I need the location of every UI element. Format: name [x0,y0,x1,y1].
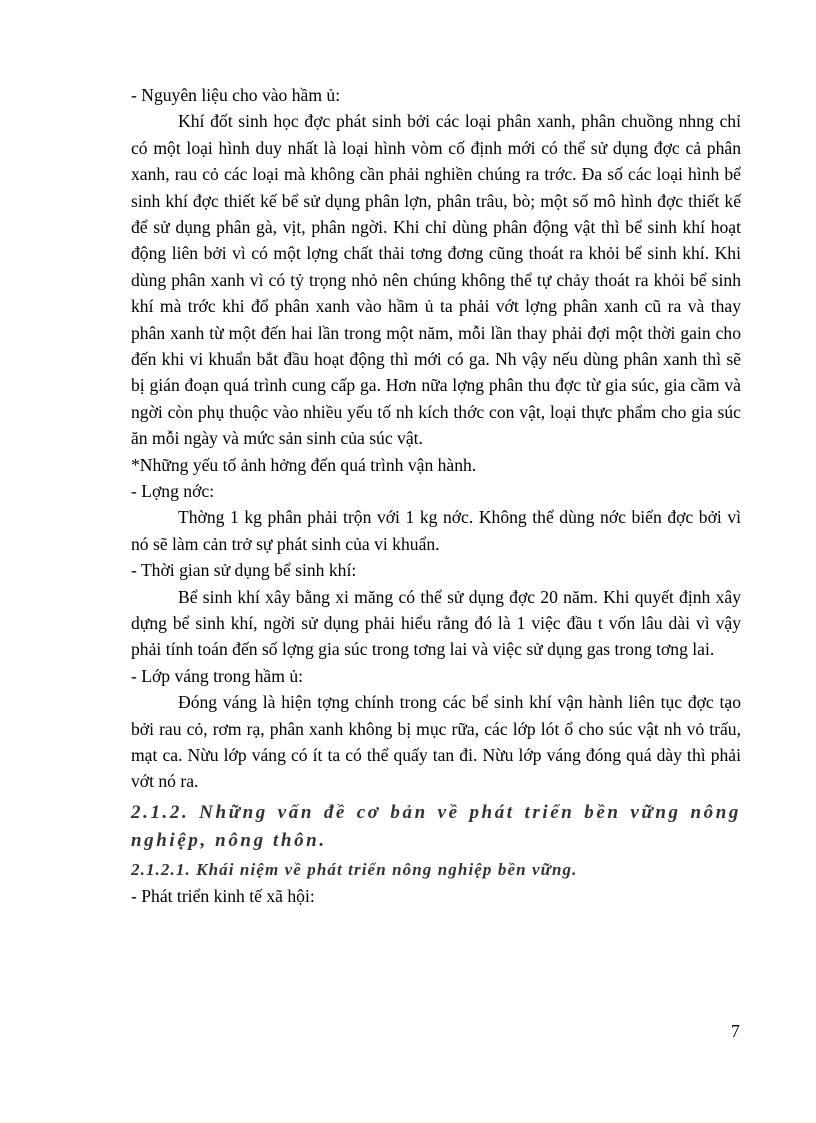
raw-materials-paragraph: Khí đốt sinh học đợc phát sinh bởi các loại phân xanh, phân chuồng nhng chỉ có một loại hình duy nhất là loại hình vòm cố định mới có thể sử dụng đợc cả phân xanh, rau cỏ các loại mà không cần phải nghiền chúng ra trớc. Đa số các loại hình bể sinh khí đợc thiết kế bể sử dụng phân lợn, phân trâu, bò; một số mô hình đợc thiết kế để sử dụng phân gà, vịt, phân ngời. Khi chỉ dùng phân động vật thì bể sinh khí hoạt động liên bởi vì có một lợng chất thải tơng đơng cũng thoát ra khỏi bể sinh khí. Khi dùng phân xanh vì có tỷ trọng nhỏ nên chúng không thể tự chảy thoát ra khỏi bể sinh khí mà trớc khi đổ phân xanh vào hầm ủ ta phải vớt lợng phân xanh cũ ra và thay phân xanh từ một đến hai lần trong một năm, mỗi lần thay phải đợi một thời gain cho đến khi vi khuẩn bắt đầu hoạt động thì mới có ga. Nh vậy nếu dùng phân xanh thì sẽ bị gián đoạn quá trình cung cấp ga. Hơn nữa lợng phân thu đợc từ gia súc, gia cầm và ngời còn phụ thuộc vào nhiều yếu tố nh kích thớc con vật, loại thực phẩm cho gia súc ăn mỗi ngày và mức sản sinh của súc vật. [131,111,741,449]
scum-layer-paragraph: Đóng váng là hiện tợng chính trong các bể sinh khí vận hành liên tục đợc tạo bởi rau cỏ, rơm rạ, phân xanh không bị mục rữa, các lớp lót ổ cho súc vật nh vỏ trấu, mạt ca. Nừu lớp váng có ít ta có thể quấy tan đi. Nừu lớp váng đóng quá dày thì phải vớt nó ra. [131,692,741,792]
usage-time-paragraph: Bể sinh khí xây bằng xi măng có thể sử dụng đợc 20 năm. Khi quyết định xây dựng bể sinh khí, ngời sử dụng phải hiểu rằng đó là 1 việc đầu t vốn lâu dài vì vậy phải tính toán đến số lợng gia súc trong tơng lai và việc sử dụng gas trong tơng lai. [131,586,741,660]
factors-heading: *Những yếu tố ảnh hởng đến quá trình vận hành. [131,454,477,475]
section-heading: 2.1.2. Những vấn đề cơ bản về phát triển bền vững nông nghiệp, nông thôn. [131,801,741,851]
scum-layer-label: - Lớp váng trong hầm ủ: [131,665,304,686]
water-amount-label: - Lợng nớc: [131,481,215,502]
page-content [131,82,741,909]
subsection-heading: 2.1.2.1. Khái niệm về phát triển nông nghiệp bền vững. [131,859,578,879]
economic-development-label: - Phát triển kinh tế xã hội: [131,885,315,906]
page-number: 7 [731,1021,740,1041]
raw-materials-label: - Nguyên liệu cho vào hầm ủ: [131,85,341,105]
usage-time-label: - Thời gian sử dụng bể sinh khí: [131,560,357,581]
water-amount-paragraph: Thờng 1 kg phân phải trộn với 1 kg nớc. Không thể dùng nớc biển đợc bởi vì nó sẽ làm cản trở sự phát sinh của vi khuẩn. [131,507,741,554]
